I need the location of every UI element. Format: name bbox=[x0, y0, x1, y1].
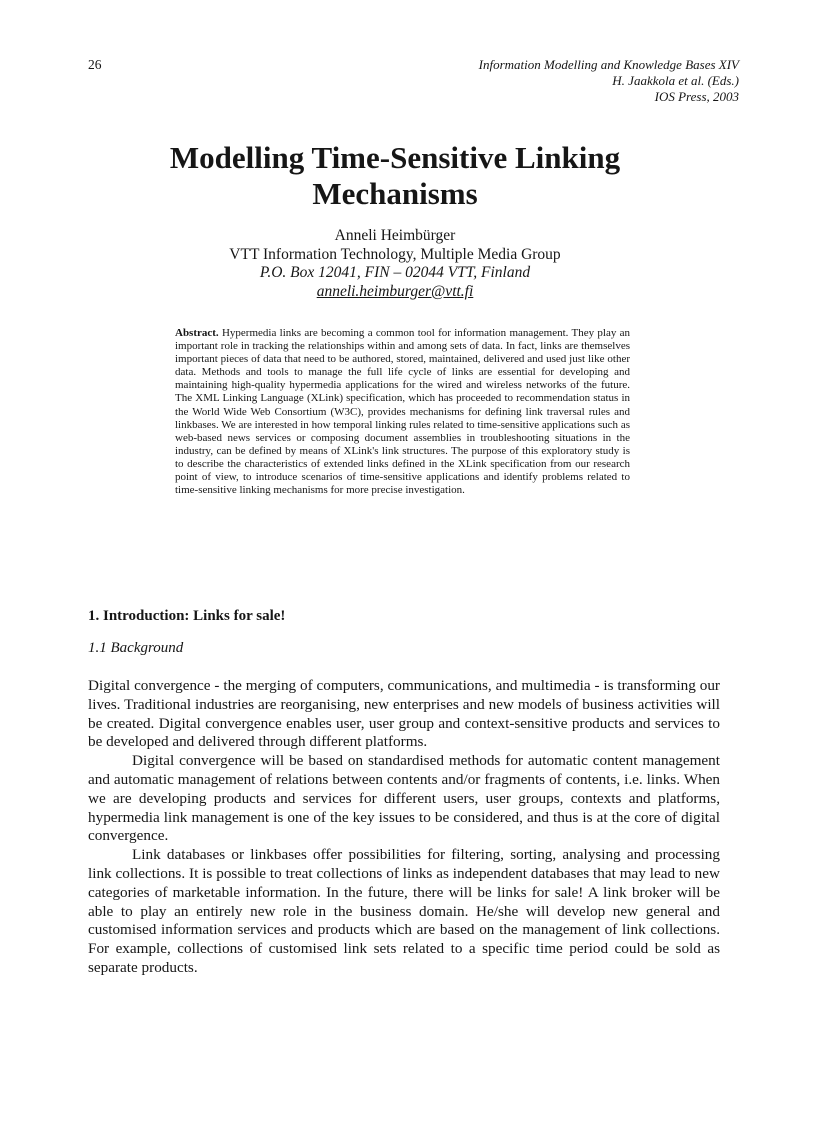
abstract-label: Abstract. bbox=[175, 327, 219, 339]
paragraph: Digital convergence - the merging of computers, communications, and multimedia - is transforming our lives. Traditional industries are reorganising, new enterprises and new models of business activities will be created. Digital convergence enables user, user group and context-sensitive products and services to be developed and delivered through different platforms. bbox=[88, 677, 720, 751]
paragraph: Link databases or linkbases offer possibilities for filtering, sorting, analysing and processing link collections. It is possible to treat collections of links as independent databases that may lead to new categories of marketable information. In the future, there will be links for sale! A link broker will be able to play an entirely new role in the business domain. He/she will develop new general and customised information services and products which are based on the management of link collections. For example, collections of customised link sets related to a specific time period could be sold as separate products. bbox=[88, 846, 720, 976]
author-address: P.O. Box 12041, FIN – 02044 VTT, Finland bbox=[259, 264, 531, 281]
subsection-heading: 1.1 Background bbox=[88, 640, 184, 656]
page-number: 26 bbox=[88, 57, 102, 72]
author-affiliation: VTT Information Technology, Multiple Media Group bbox=[229, 245, 561, 263]
author-email-link[interactable]: anneli.heimburger@vtt.fi bbox=[316, 282, 474, 300]
abstract-text: Hypermedia links are becoming a common tool for information management. They play an important role in tracking the relationships within and among sets of data. In fact, links are themselves important pieces of data that need to be authored, stored, maintained, delivered and used just like other data. Methods and tools to manage the full life cycle of links are essential for developing and maintaining high-quality hypermedia applications for the wired and wireless networks of the future. The XML Linking Language (XLink) specification, which has proceeded to recommendation status in the World Wide Web Consortium (W3C), provides mechanisms for defining link traversal rules and linkbases. We are interested in how temporal linking rules related to time-sensitive applications such as web-based news services or composing document assemblies in troubleshooting situations in the industry, can be defined by means of XLink's link structures. The purpose of this exploratory study is to describe the characteristics of extended links defined in the XLink specification from our research point of view, to introduce scenarios of time-sensitive applications and identify problems related to time-sensitive linking mechanisms for more precise investigation. bbox=[175, 327, 631, 497]
title-line-2: Mechanisms bbox=[312, 176, 478, 211]
series-title: Information Modelling and Knowledge Bases XIV bbox=[478, 57, 739, 72]
section-heading: 1. Introduction: Links for sale! bbox=[88, 608, 286, 624]
abstract bbox=[175, 327, 630, 497]
paper-title bbox=[100, 140, 690, 212]
author-name: Anneli Heimbürger bbox=[334, 227, 456, 244]
series-editors: H. Jaakkola et al. (Eds.) bbox=[612, 73, 739, 88]
author-block bbox=[140, 227, 650, 301]
title-line-1: Modelling Time-Sensitive Linking bbox=[169, 140, 621, 175]
body-text bbox=[88, 677, 720, 978]
paragraph: Digital convergence will be based on standardised methods for automatic content management and automatic management of relations between contents and/or fragments of contents, i.e. links. When we are developing products and services for different users, user groups, contexts and platforms, hypermedia link management is one of the key issues to be considered, and thus is at the core of digital convergence. bbox=[88, 752, 720, 845]
series-publisher: IOS Press, 2003 bbox=[654, 89, 739, 104]
series-info bbox=[479, 57, 739, 105]
